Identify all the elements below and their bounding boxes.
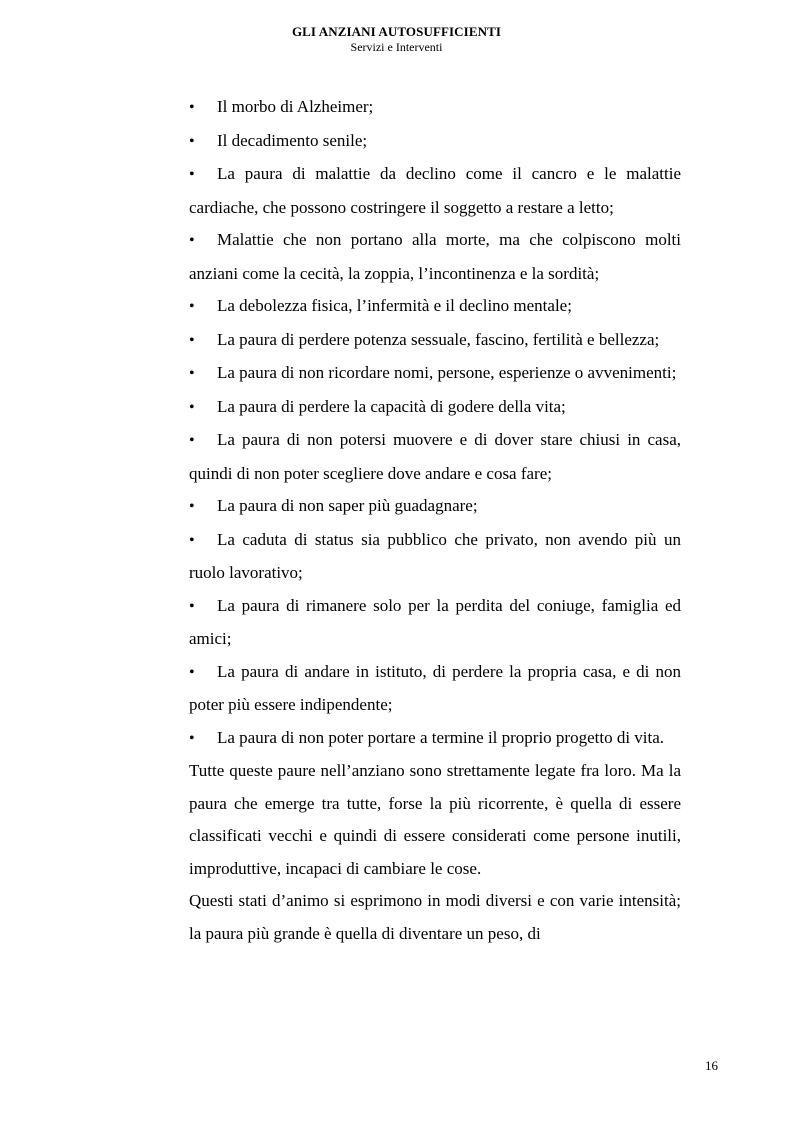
body-paragraph: Questi stati d’animo si esprimono in modi diversi e con varie intensità; la paura più grande è quella di diventare un peso, di — [189, 891, 681, 943]
list-item-text: La paura di perdere potenza sessuale, fascino, fertilità e bellezza; — [217, 329, 660, 349]
list-item-text: La paura di non saper più guadagnare; — [217, 496, 478, 515]
list-item — [189, 91, 681, 125]
bullet-icon: • — [189, 531, 195, 549]
list-item — [189, 290, 681, 324]
list-item-text: Il decadimento senile; — [217, 130, 368, 150]
list-item — [189, 524, 681, 590]
bullet-icon: • — [189, 365, 195, 382]
bullet-icon: • — [189, 99, 195, 116]
bullet-icon: • — [189, 132, 195, 150]
list-item — [189, 490, 681, 524]
list-item — [189, 590, 681, 656]
fears-list — [189, 91, 681, 755]
list-item-text: La paura di non poter portare a termine il proprio progetto di vita. — [217, 727, 665, 747]
list-item — [189, 324, 681, 358]
bullet-icon: • — [189, 498, 195, 515]
list-item — [189, 357, 681, 391]
bullet-icon: • — [189, 432, 195, 449]
header-subtitle: Servizi e Interventi — [350, 40, 443, 54]
page-header — [0, 24, 793, 54]
list-item — [189, 224, 681, 290]
bullet-icon: • — [189, 663, 195, 681]
list-item — [189, 424, 681, 490]
list-item-text: La paura di perdere la capacità di godere della vita; — [217, 396, 566, 416]
bullet-icon: • — [189, 166, 195, 183]
bullet-icon: • — [189, 597, 195, 615]
header-title: GLI ANZIANI AUTOSUFFICIENTI — [291, 24, 502, 39]
bullet-icon: • — [189, 331, 195, 349]
list-item-text: La paura di malattie da declino come il cancro e le malattie cardiache, che possono costringere il soggetto a restare a letto; — [189, 164, 681, 217]
list-item-text: Il morbo di Alzheimer; — [217, 97, 374, 116]
list-item-text: Malattie che non portano alla morte, ma che colpiscono molti anziani come la cecità, la zoppia, l’incontinenza e la sordità; — [189, 230, 681, 283]
list-item-text: La paura di non ricordare nomi, persone, esperienze o avvenimenti; — [217, 363, 677, 382]
list-item — [189, 722, 681, 756]
list-item-text: La caduta di status sia pubblico che privato, non avendo più un ruolo lavorativo; — [189, 529, 681, 582]
list-item — [189, 158, 681, 224]
list-item-text: La debolezza fisica, l’infermità e il declino mentale; — [217, 296, 572, 315]
list-item — [189, 125, 681, 159]
list-item-text: La paura di andare in istituto, di perdere la propria casa, e di non poter più essere indipendente; — [189, 661, 681, 714]
bullet-icon: • — [189, 232, 195, 249]
document-body — [189, 91, 681, 950]
list-item — [189, 656, 681, 722]
body-paragraph: Tutte queste paure nell’anziano sono strettamente legate fra loro. Ma la paura che emerge tra tutte, forse la più ricorrente, è quella di essere classificati vecchi e quindi di essere considerati come persone inutili, improduttive, incapaci di cambiare le cose. — [189, 761, 681, 878]
list-item — [189, 391, 681, 425]
page-number: 16 — [705, 1058, 718, 1073]
list-item-text: La paura di non potersi muovere e di dover stare chiusi in casa, quindi di non poter scegliere dove andare e cosa fare; — [189, 430, 681, 483]
bullet-icon: • — [189, 398, 195, 416]
list-item-text: La paura di rimanere solo per la perdita del coniuge, famiglia ed amici; — [189, 595, 681, 648]
bullet-icon: • — [189, 298, 195, 315]
bullet-icon: • — [189, 729, 195, 747]
